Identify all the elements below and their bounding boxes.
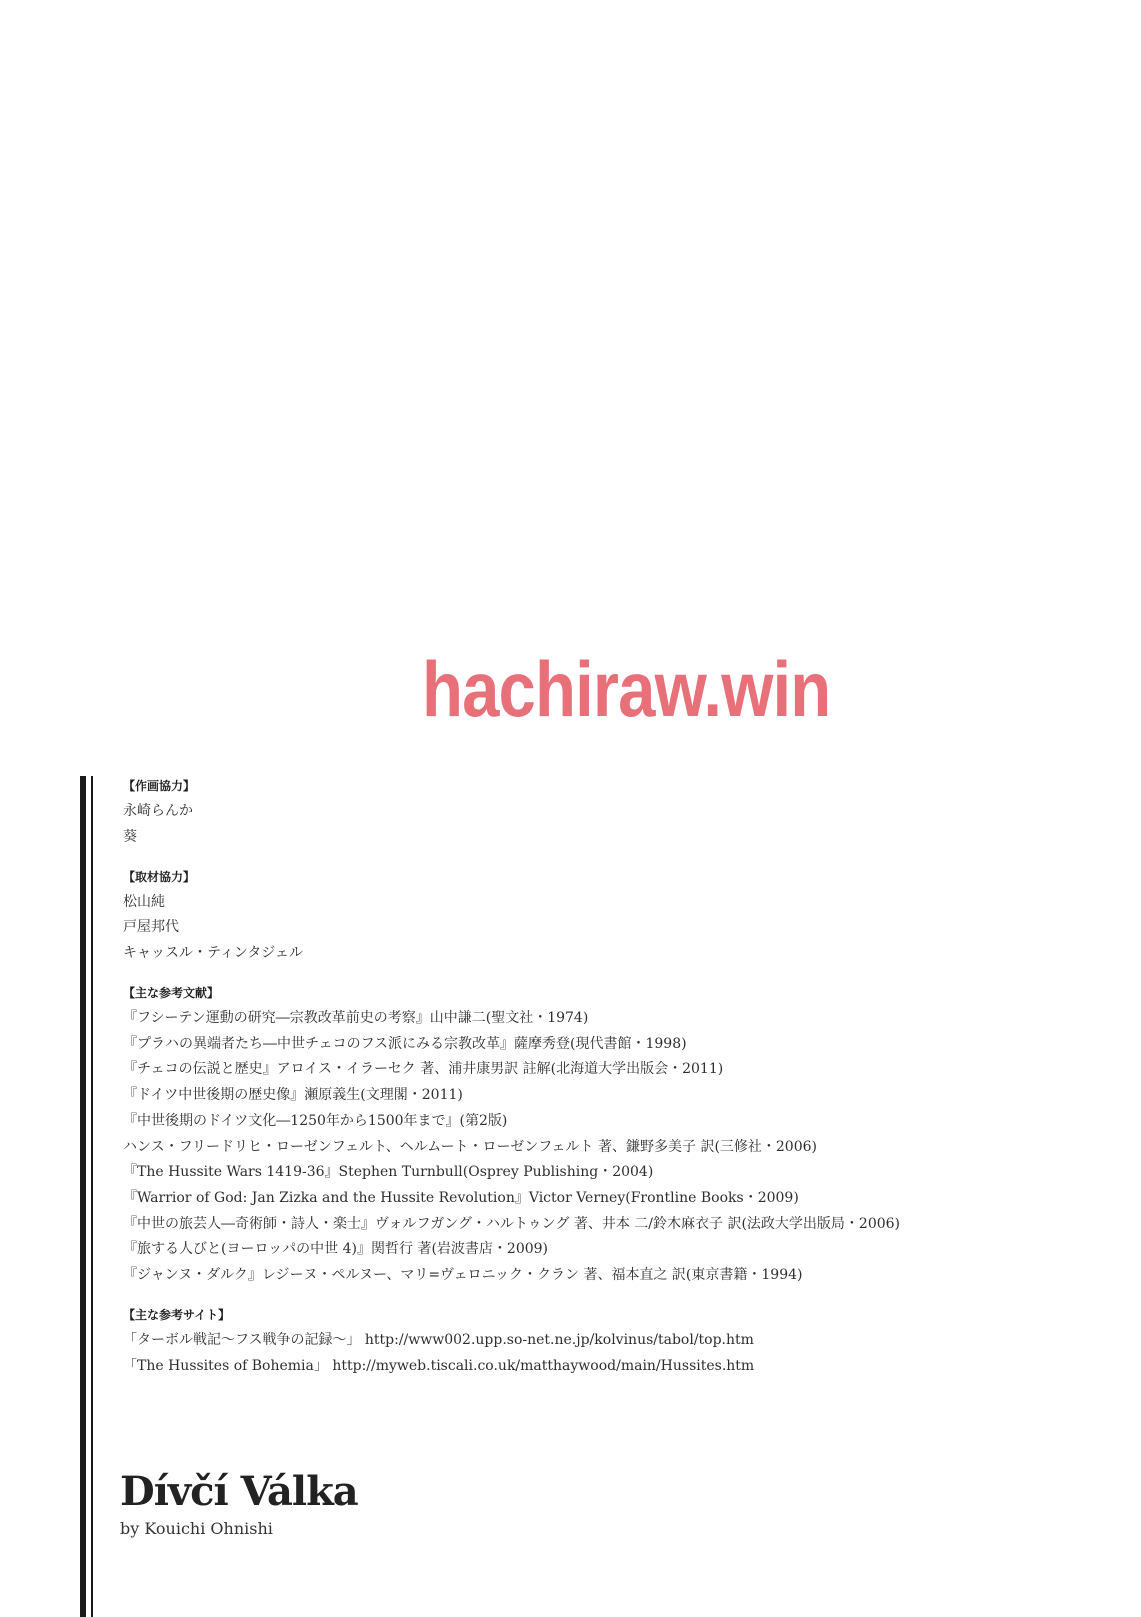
- reference-site-line: 「ターボル戦記～フス戦争の記録～」 http://www002.upp.so-net.ne.jp/kolvinus/tabol/top.htm: [123, 1331, 754, 1348]
- credit-line: 葵: [123, 828, 137, 845]
- reference-site-line: 「The Hussites of Bohemia」 http://myweb.tiscali.co.uk/matthaywood/main/Hussites.htm: [123, 1357, 755, 1374]
- reference-line: 『旅する人びと(ヨーロッパの中世 4)』関哲行 著(岩波書店・2009): [123, 1241, 549, 1258]
- credit-line: キャッスル・ティンタジェル: [123, 945, 304, 962]
- margin-rule-thick: [80, 776, 86, 1617]
- credit-line: 永崎らんか: [123, 803, 193, 819]
- reference-line: 『チェコの伝説と歴史』アロイス・イラーセク 著、浦井康男訳 註解(北海道大学出版会・2011): [123, 1061, 724, 1078]
- reference-line: 『The Hussite Wars 1419-36』Stephen Turnbull(Osprey Publishing・2004): [123, 1164, 654, 1181]
- section-references: [123, 983, 1083, 1285]
- reference-line: 『ドイツ中世後期の歴史像』瀬原義生(文理閣・2011): [123, 1087, 463, 1104]
- credit-line: 戸屋邦代: [123, 919, 179, 936]
- reference-line: 『プラハの異端者たち―中世チェコのフス派にみる宗教改革』薩摩秀登(現代書館・1998): [123, 1035, 687, 1052]
- section-research-assistance: [123, 867, 1083, 963]
- reference-line: 『フシーテン運動の研究―宗教改革前史の考察』山中謙二(聖文社・1974): [123, 1010, 589, 1027]
- reference-line: ハンス・フリードリヒ・ローゼンフェルト、ヘルムート・ローゼンフェルト 著、鎌野多美子 訳(三修社・2006): [123, 1138, 817, 1155]
- section-reference-sites: [123, 1305, 1083, 1376]
- reference-line: 『ジャンヌ・ダルク』レジーヌ・ペルヌー、マリ=ヴェロニック・クラン 著、福本直之 訳(東京書籍・1994): [123, 1266, 803, 1283]
- section-heading: 【作画協力】: [123, 779, 196, 793]
- credits-block: [123, 776, 1083, 1396]
- watermark: hachiraw.win: [422, 645, 831, 733]
- reference-line: 『Warrior of God: Jan Zizka and the Hussite Revolution』Victor Verney(Frontline Books・2009): [123, 1189, 799, 1206]
- reference-line: 『中世後期のドイツ文化―1250年から1500年まで』(第2版): [123, 1112, 508, 1129]
- section-art-assistance: [123, 776, 1083, 847]
- section-heading: 【主な参考サイト】: [123, 1307, 231, 1322]
- title-logo: [120, 1470, 358, 1540]
- margin-rule-thin: [91, 776, 93, 1617]
- section-heading: 【主な参考文献】: [123, 986, 220, 1001]
- section-heading: 【取材協力】: [123, 869, 196, 884]
- credit-line: 松山純: [123, 893, 165, 910]
- reference-line: 『中世の旅芸人―奇術師・詩人・楽士』ヴォルフガング・ハルトゥング 著、井本 二/鈴木麻衣子 訳(法政大学出版局・2006): [123, 1215, 901, 1232]
- logo-title: Dívčí Válka: [120, 1468, 358, 1515]
- logo-byline: by Kouichi Ohnishi: [120, 1519, 273, 1538]
